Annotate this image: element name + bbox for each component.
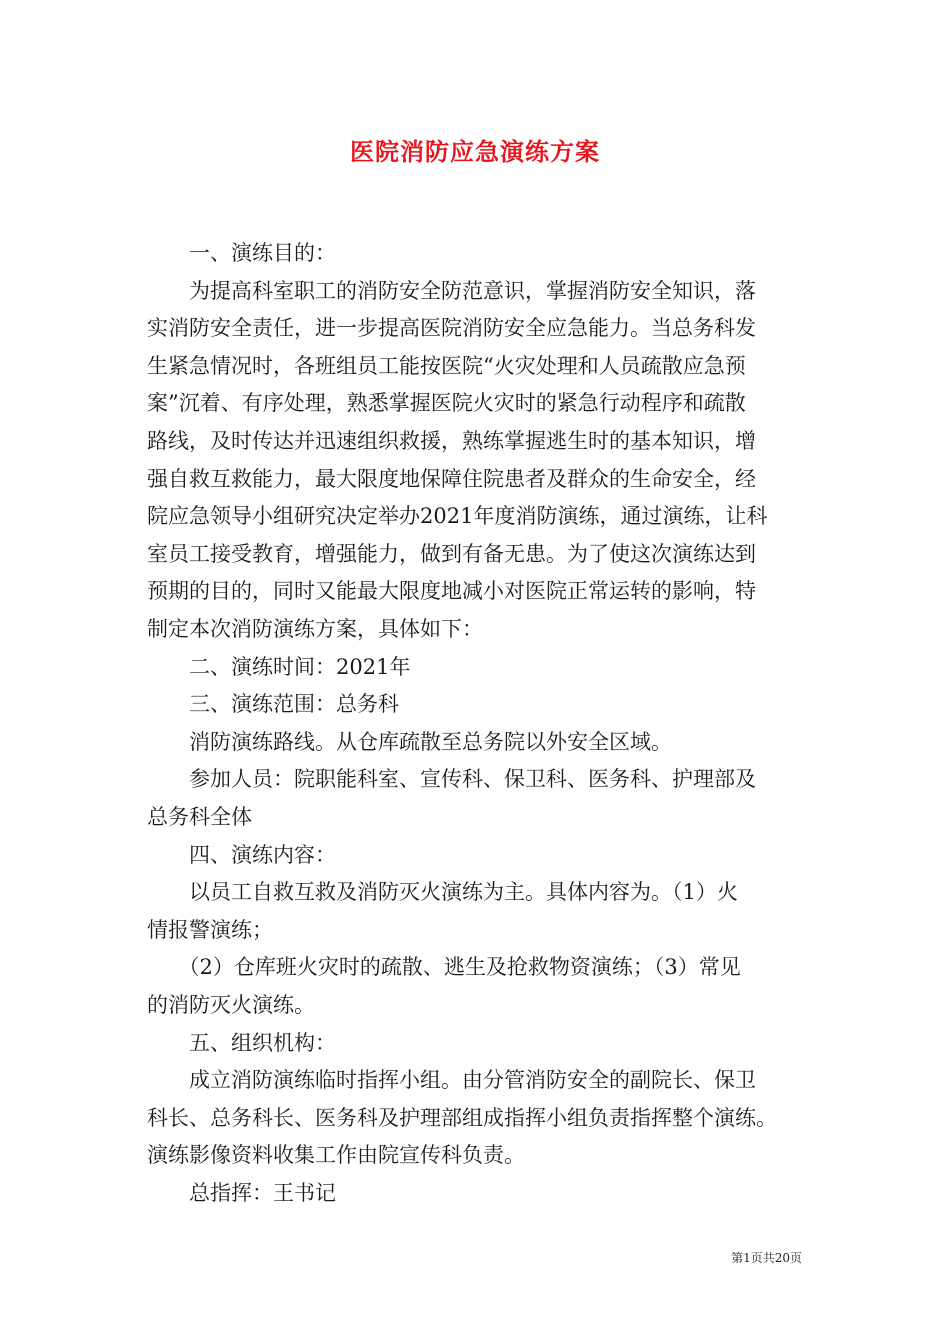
body-line: 实消防安全责任，进一步提高医院消防安全应急能力。当总务科发: [147, 316, 756, 341]
body-line: 参加人员：院职能科室、宣传科、保卫科、医务科、护理部及: [147, 767, 756, 792]
body-line: 为提高科室职工的消防安全防范意识，掌握消防安全知识，落: [147, 278, 756, 303]
body-line: 路线，及时传达并迅速组织救援，熟练掌握逃生时的基本知识，增: [147, 429, 756, 453]
body-line: 科长、总务科长、医务科及护理部组成指挥小组负责指挥整个演练。: [147, 1105, 777, 1130]
body-line: 四、演练内容：: [147, 842, 336, 867]
body-line: 三、演练范围：总务科: [147, 692, 399, 717]
body-line: 的消防灭火演练。: [147, 993, 315, 1017]
page-indicator: 第1页共20页: [731, 1251, 802, 1265]
body-line: 室员工接受教育，增强能力，做到有备无患。为了使这次演练达到: [147, 541, 756, 566]
body-line: 情报警演练；: [147, 917, 273, 942]
document-title: 医院消防应急演练方案: [350, 137, 600, 166]
body-line: 制定本次消防演练方案，具体如下：: [147, 617, 483, 641]
body-line: 总指挥：王书记: [147, 1181, 336, 1205]
body-line: 院应急领导小组研究决定举办2021年度消防演练，通过演练，让科: [147, 504, 768, 529]
body-line: 二、演练时间：2021年: [147, 654, 411, 679]
body-line: （2）仓库班火灾时的疏散、逃生及抢救物资演练；（3）常见: [147, 955, 741, 980]
body-line: 五、组织机构：: [147, 1030, 336, 1055]
body-line: 预期的目的，同时又能最大限度地减小对医院正常运转的影响，特: [147, 579, 756, 604]
body-line: 以员工自救互救及消防灭火演练为主。具体内容为。（1）火: [147, 880, 738, 905]
body-line: 案”沉着、有序处理，熟悉掌握医院火灾时的紧急行动程序和疏散: [147, 391, 746, 416]
body-line: 成立消防演练临时指挥小组。由分管消防安全的副院长、保卫: [147, 1068, 756, 1093]
body-line: 一、演练目的：: [147, 241, 336, 265]
body-line: 总务科全体: [147, 805, 252, 829]
body-line: 演练影像资料收集工作由院宣传科负责。: [147, 1143, 525, 1168]
body-line: 消防演练路线。从仓库疏散至总务院以外安全区域。: [147, 729, 672, 754]
body-line: 强自救互救能力，最大限度地保障住院患者及群众的生命安全，经: [147, 466, 756, 491]
body-line: 生紧急情况时，各班组员工能按医院“火灾处理和人员疏散应急预: [147, 353, 746, 378]
